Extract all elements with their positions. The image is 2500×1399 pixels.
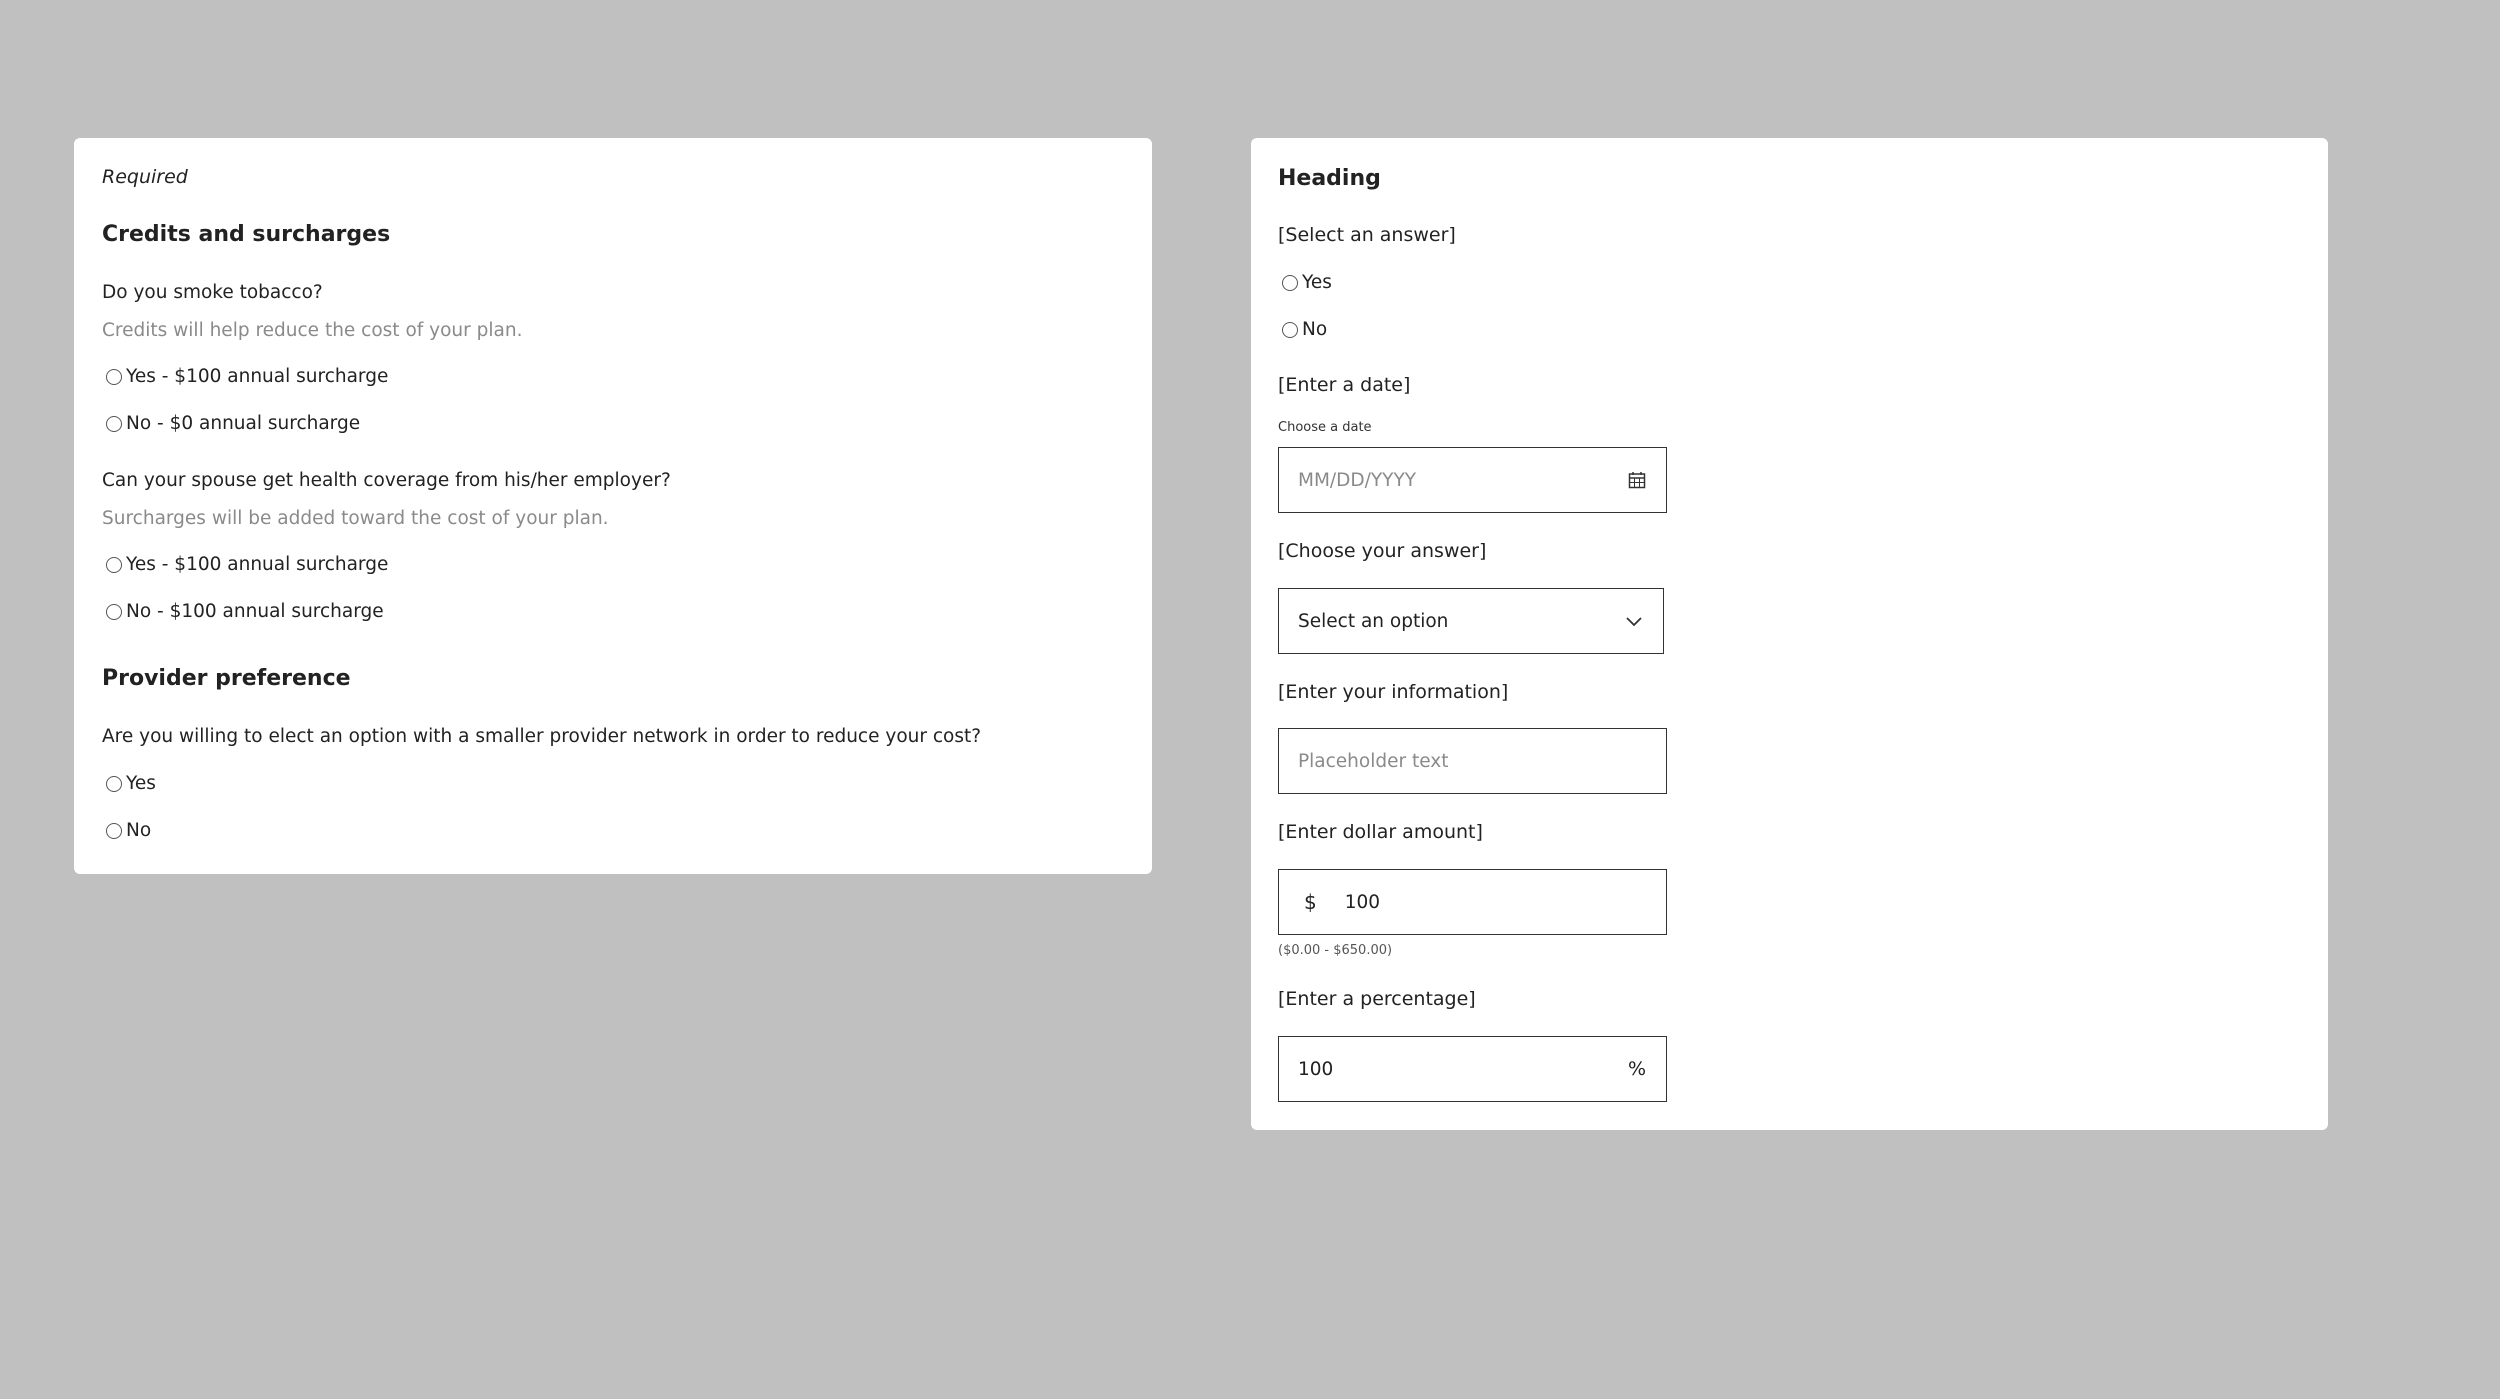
dollar-sign-icon: $ bbox=[1304, 890, 1317, 914]
input-examples-card bbox=[1251, 138, 2328, 1130]
radio-label: Yes - $100 annual surcharge bbox=[126, 554, 389, 575]
radio-label: No - $0 annual surcharge bbox=[126, 413, 361, 434]
radio-button[interactable] bbox=[106, 823, 122, 839]
text-input-placeholder: Placeholder text bbox=[1298, 750, 1449, 772]
radio-button[interactable] bbox=[1282, 322, 1298, 338]
dollar-range-hint: ($0.00 - $650.00) bbox=[1278, 943, 1393, 958]
select-dropdown[interactable] bbox=[1278, 588, 1664, 654]
radio-button[interactable] bbox=[1282, 275, 1298, 291]
dollar-value: 100 bbox=[1344, 891, 1381, 913]
sublabel-choose-date: Choose a date bbox=[1278, 420, 1372, 435]
section-title-credits: Credits and surcharges bbox=[102, 222, 391, 247]
select-value: Select an option bbox=[1298, 610, 1449, 632]
required-note: Required bbox=[102, 166, 188, 188]
radio-label: Yes bbox=[1302, 272, 1332, 293]
chevron-down-icon[interactable] bbox=[1625, 615, 1643, 627]
radio-button[interactable] bbox=[106, 776, 122, 792]
label-enter-dollar: [Enter dollar amount] bbox=[1278, 821, 1483, 843]
radio-label: Yes - $100 annual surcharge bbox=[126, 366, 389, 387]
radio-label: No bbox=[1302, 319, 1328, 340]
radio-option-no[interactable] bbox=[1282, 319, 1327, 340]
radio-label: No - $100 annual surcharge bbox=[126, 601, 384, 622]
label-enter-percentage: [Enter a percentage] bbox=[1278, 988, 1476, 1010]
label-enter-date: [Enter a date] bbox=[1278, 374, 1411, 396]
radio-button[interactable] bbox=[106, 416, 122, 432]
label-select-answer: [Select an answer] bbox=[1278, 224, 1456, 246]
radio-option-yes[interactable] bbox=[1282, 272, 1332, 293]
question-tobacco: Do you smoke tobacco? bbox=[102, 282, 323, 303]
radio-option-tobacco-no[interactable] bbox=[106, 413, 360, 434]
credits-form-card bbox=[74, 138, 1152, 874]
radio-option-spouse-no[interactable] bbox=[106, 601, 384, 622]
radio-option-provider-yes[interactable] bbox=[106, 773, 156, 794]
question-provider-network: Are you willing to elect an option with a smaller provider network in order to reduce your cost? bbox=[102, 726, 982, 747]
radio-label: Yes bbox=[126, 773, 156, 794]
calendar-icon[interactable] bbox=[1628, 471, 1646, 489]
question-spouse-coverage: Can your spouse get health coverage from his/her employer? bbox=[102, 470, 671, 491]
label-choose-answer: [Choose your answer] bbox=[1278, 540, 1487, 562]
radio-option-provider-no[interactable] bbox=[106, 820, 151, 841]
radio-button[interactable] bbox=[106, 604, 122, 620]
radio-option-spouse-yes[interactable] bbox=[106, 554, 388, 575]
hint-tobacco: Credits will help reduce the cost of your plan. bbox=[102, 320, 523, 341]
date-placeholder: MM/DD/YYYY bbox=[1298, 469, 1417, 491]
radio-option-tobacco-yes[interactable] bbox=[106, 366, 388, 387]
card-heading: Heading bbox=[1278, 166, 1381, 191]
radio-label: No bbox=[126, 820, 152, 841]
radio-button[interactable] bbox=[106, 369, 122, 385]
radio-button[interactable] bbox=[106, 557, 122, 573]
percent-icon: % bbox=[1627, 1058, 1646, 1080]
section-title-provider: Provider preference bbox=[102, 666, 351, 691]
text-input[interactable] bbox=[1278, 728, 1667, 794]
percentage-input[interactable] bbox=[1278, 1036, 1667, 1102]
label-enter-information: [Enter your information] bbox=[1278, 681, 1509, 703]
date-input[interactable] bbox=[1278, 447, 1667, 513]
dollar-input[interactable] bbox=[1278, 869, 1667, 935]
percentage-value: 100 bbox=[1298, 1058, 1334, 1080]
hint-spouse-coverage: Surcharges will be added toward the cost of your plan. bbox=[102, 508, 609, 529]
